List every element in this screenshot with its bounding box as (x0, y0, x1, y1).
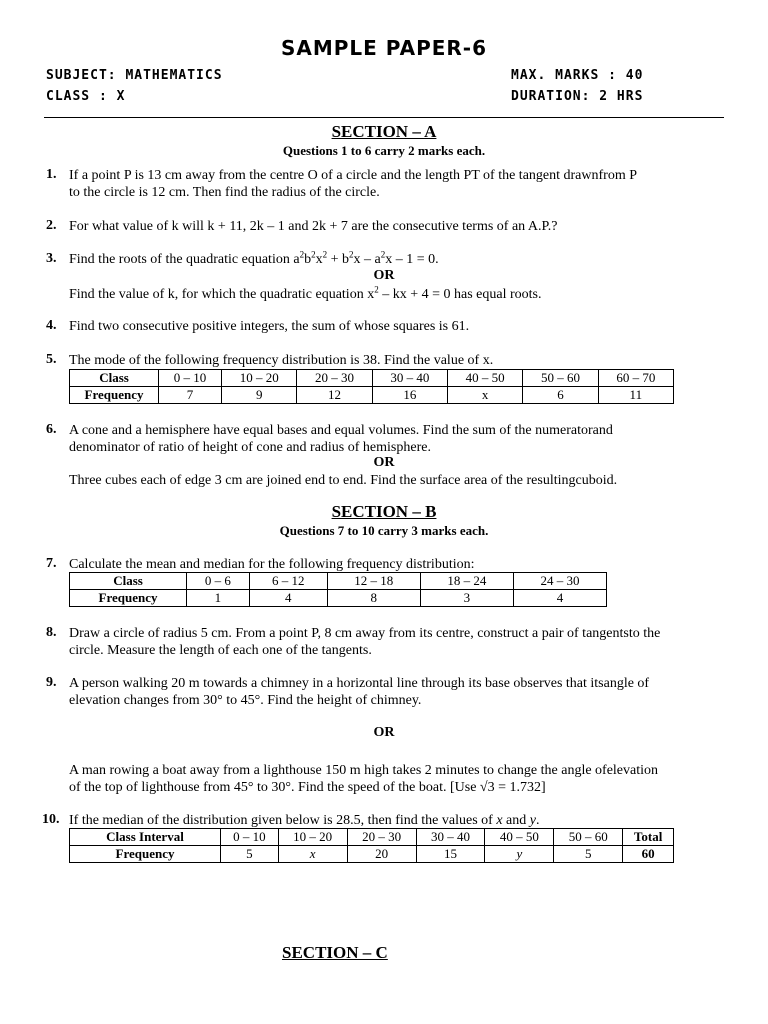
table-cell: 0 – 10 (221, 829, 279, 846)
table-row (70, 846, 674, 863)
table-row (70, 387, 674, 404)
question-text: Find two consecutive positive integers, the sum of whose squares is 61. (69, 319, 470, 334)
question-text: The mode of the following frequency distribution is 38. Find the value of x. (69, 353, 494, 368)
question-number: 9. (46, 675, 57, 690)
table-header-cell: Frequency (70, 387, 159, 404)
table-cell: 40 – 50 (448, 370, 523, 387)
table-header-cell: Frequency (70, 846, 221, 863)
table-cell: 50 – 60 (523, 370, 598, 387)
section-b-heading: SECTION – B (331, 502, 437, 521)
table-row (70, 370, 674, 387)
table-cell: 6 – 12 (249, 573, 327, 590)
question-number: 7. (46, 556, 57, 571)
table-cell: 20 – 30 (297, 370, 372, 387)
question-number: 2. (46, 218, 57, 233)
question-number: 1. (46, 167, 57, 182)
or-label: OR (373, 268, 395, 283)
question-9-alternative: A man rowing a boat away from a lighthouse 150 m high takes 2 minutes to change the angle ofelevation of the top of lighthouse from 45° to 30°. Find the speed of the boat. [Use √3 = 1.732] (69, 763, 659, 795)
table-cell: 50 – 60 (554, 829, 623, 846)
question-number: 6. (46, 422, 57, 437)
table-cell: 12 (297, 387, 372, 404)
table-cell: 20 – 30 (347, 829, 416, 846)
question-6-alternative: Three cubes each of edge 3 cm are joined end to end. Find the surface area of the resultingcuboid. (69, 473, 618, 488)
table-cell: 3 (420, 590, 513, 607)
table-cell: 30 – 40 (372, 370, 447, 387)
table-cell: 0 – 6 (187, 573, 250, 590)
q5-frequency-table (69, 369, 674, 404)
question-3-alternative: Find the value of k, for which the quadratic equation $x^2$ – kx + 4 = 0 has equal roots. (69, 284, 542, 302)
paper-title: SAMPLE PAPER-6 (280, 36, 488, 60)
q10-distribution-table (69, 828, 674, 863)
table-cell: 16 (372, 387, 447, 404)
question-text: Calculate the mean and median for the following frequency distribution: (69, 557, 475, 572)
table-cell: 6 (523, 387, 598, 404)
table-cell: 7 (159, 387, 222, 404)
question-text: A cone and a hemisphere have equal bases and equal volumes. Find the sum of the numeratorand denominator of ratio of height of cone and radius of hemisphere. (69, 423, 613, 455)
table-row (70, 829, 674, 846)
q7-frequency-table (69, 572, 607, 607)
table-cell: 60 (623, 846, 674, 863)
table-cell: 11 (598, 387, 673, 404)
question-number: 10. (42, 812, 60, 827)
table-cell: 0 – 10 (159, 370, 222, 387)
table-cell: 8 (327, 590, 420, 607)
table-cell: 30 – 40 (416, 829, 485, 846)
table-cell: x (448, 387, 523, 404)
table-row (70, 573, 607, 590)
table-cell: 60 – 70 (598, 370, 673, 387)
table-cell: 18 – 24 (420, 573, 513, 590)
duration-label: DURATION: 2 HRS (511, 89, 644, 104)
or-label: OR (373, 725, 395, 740)
question-number: 5. (46, 352, 57, 367)
table-cell: 1 (187, 590, 250, 607)
or-label: OR (373, 455, 395, 470)
table-cell: 4 (249, 590, 327, 607)
table-cell: 10 – 20 (278, 829, 347, 846)
table-cell: 10 – 20 (222, 370, 297, 387)
question-text: If a point P is 13 cm away from the centre O of a circle and the length PT of the tangent drawnfrom P to the circle is 12 cm. Then find the radius of the circle. (69, 168, 637, 200)
table-header-cell: Class (70, 573, 187, 590)
class-label: CLASS : X (46, 89, 126, 104)
table-cell: y (485, 846, 554, 863)
table-cell: 40 – 50 (485, 829, 554, 846)
header-divider (44, 117, 724, 118)
table-cell: 15 (416, 846, 485, 863)
max-marks-label: MAX. MARKS : 40 (511, 68, 644, 83)
table-header-cell: Class (70, 370, 159, 387)
table-cell: 5 (221, 846, 279, 863)
question-number: 8. (46, 625, 57, 640)
table-header-cell: Class Interval (70, 829, 221, 846)
question-number: 3. (46, 251, 57, 266)
section-b-instruction: Questions 7 to 10 carry 3 marks each. (279, 523, 489, 538)
table-cell: 9 (222, 387, 297, 404)
question-text: Find the roots of the quadratic equation $a^2b^2x^2 + b^2x - a^2x - 1 = 0$. (69, 249, 439, 267)
table-cell: 12 – 18 (327, 573, 420, 590)
section-c-heading: SECTION – C (282, 943, 388, 962)
section-a-instruction: Questions 1 to 6 carry 2 marks each. (282, 143, 486, 158)
question-text: If the median of the distribution given below is 28.5, then find the values of x and y. (69, 813, 540, 828)
table-cell: 4 (513, 590, 606, 607)
table-cell: 24 – 30 (513, 573, 606, 590)
subject-label: SUBJECT: MATHEMATICS (46, 68, 223, 83)
table-cell: x (278, 846, 347, 863)
question-number: 4. (46, 318, 57, 333)
question-text: A person walking 20 m towards a chimney in a horizontal line through its base observes that itsangle of elevation changes from 30° to 45°. Find the height of chimney. (69, 676, 650, 708)
question-text: For what value of k will k + 11, 2k – 1 and 2k + 7 are the consecutive terms of an A.P.? (69, 219, 558, 234)
table-row (70, 590, 607, 607)
table-header-cell: Total (623, 829, 674, 846)
table-cell: 5 (554, 846, 623, 863)
question-text: Draw a circle of radius 5 cm. From a point P, 8 cm away from its centre, construct a pair of tangentsto the circle. Measure the length of each one of the tangents. (69, 626, 661, 658)
table-header-cell: Frequency (70, 590, 187, 607)
table-cell: 20 (347, 846, 416, 863)
section-a-heading: SECTION – A (331, 122, 437, 141)
